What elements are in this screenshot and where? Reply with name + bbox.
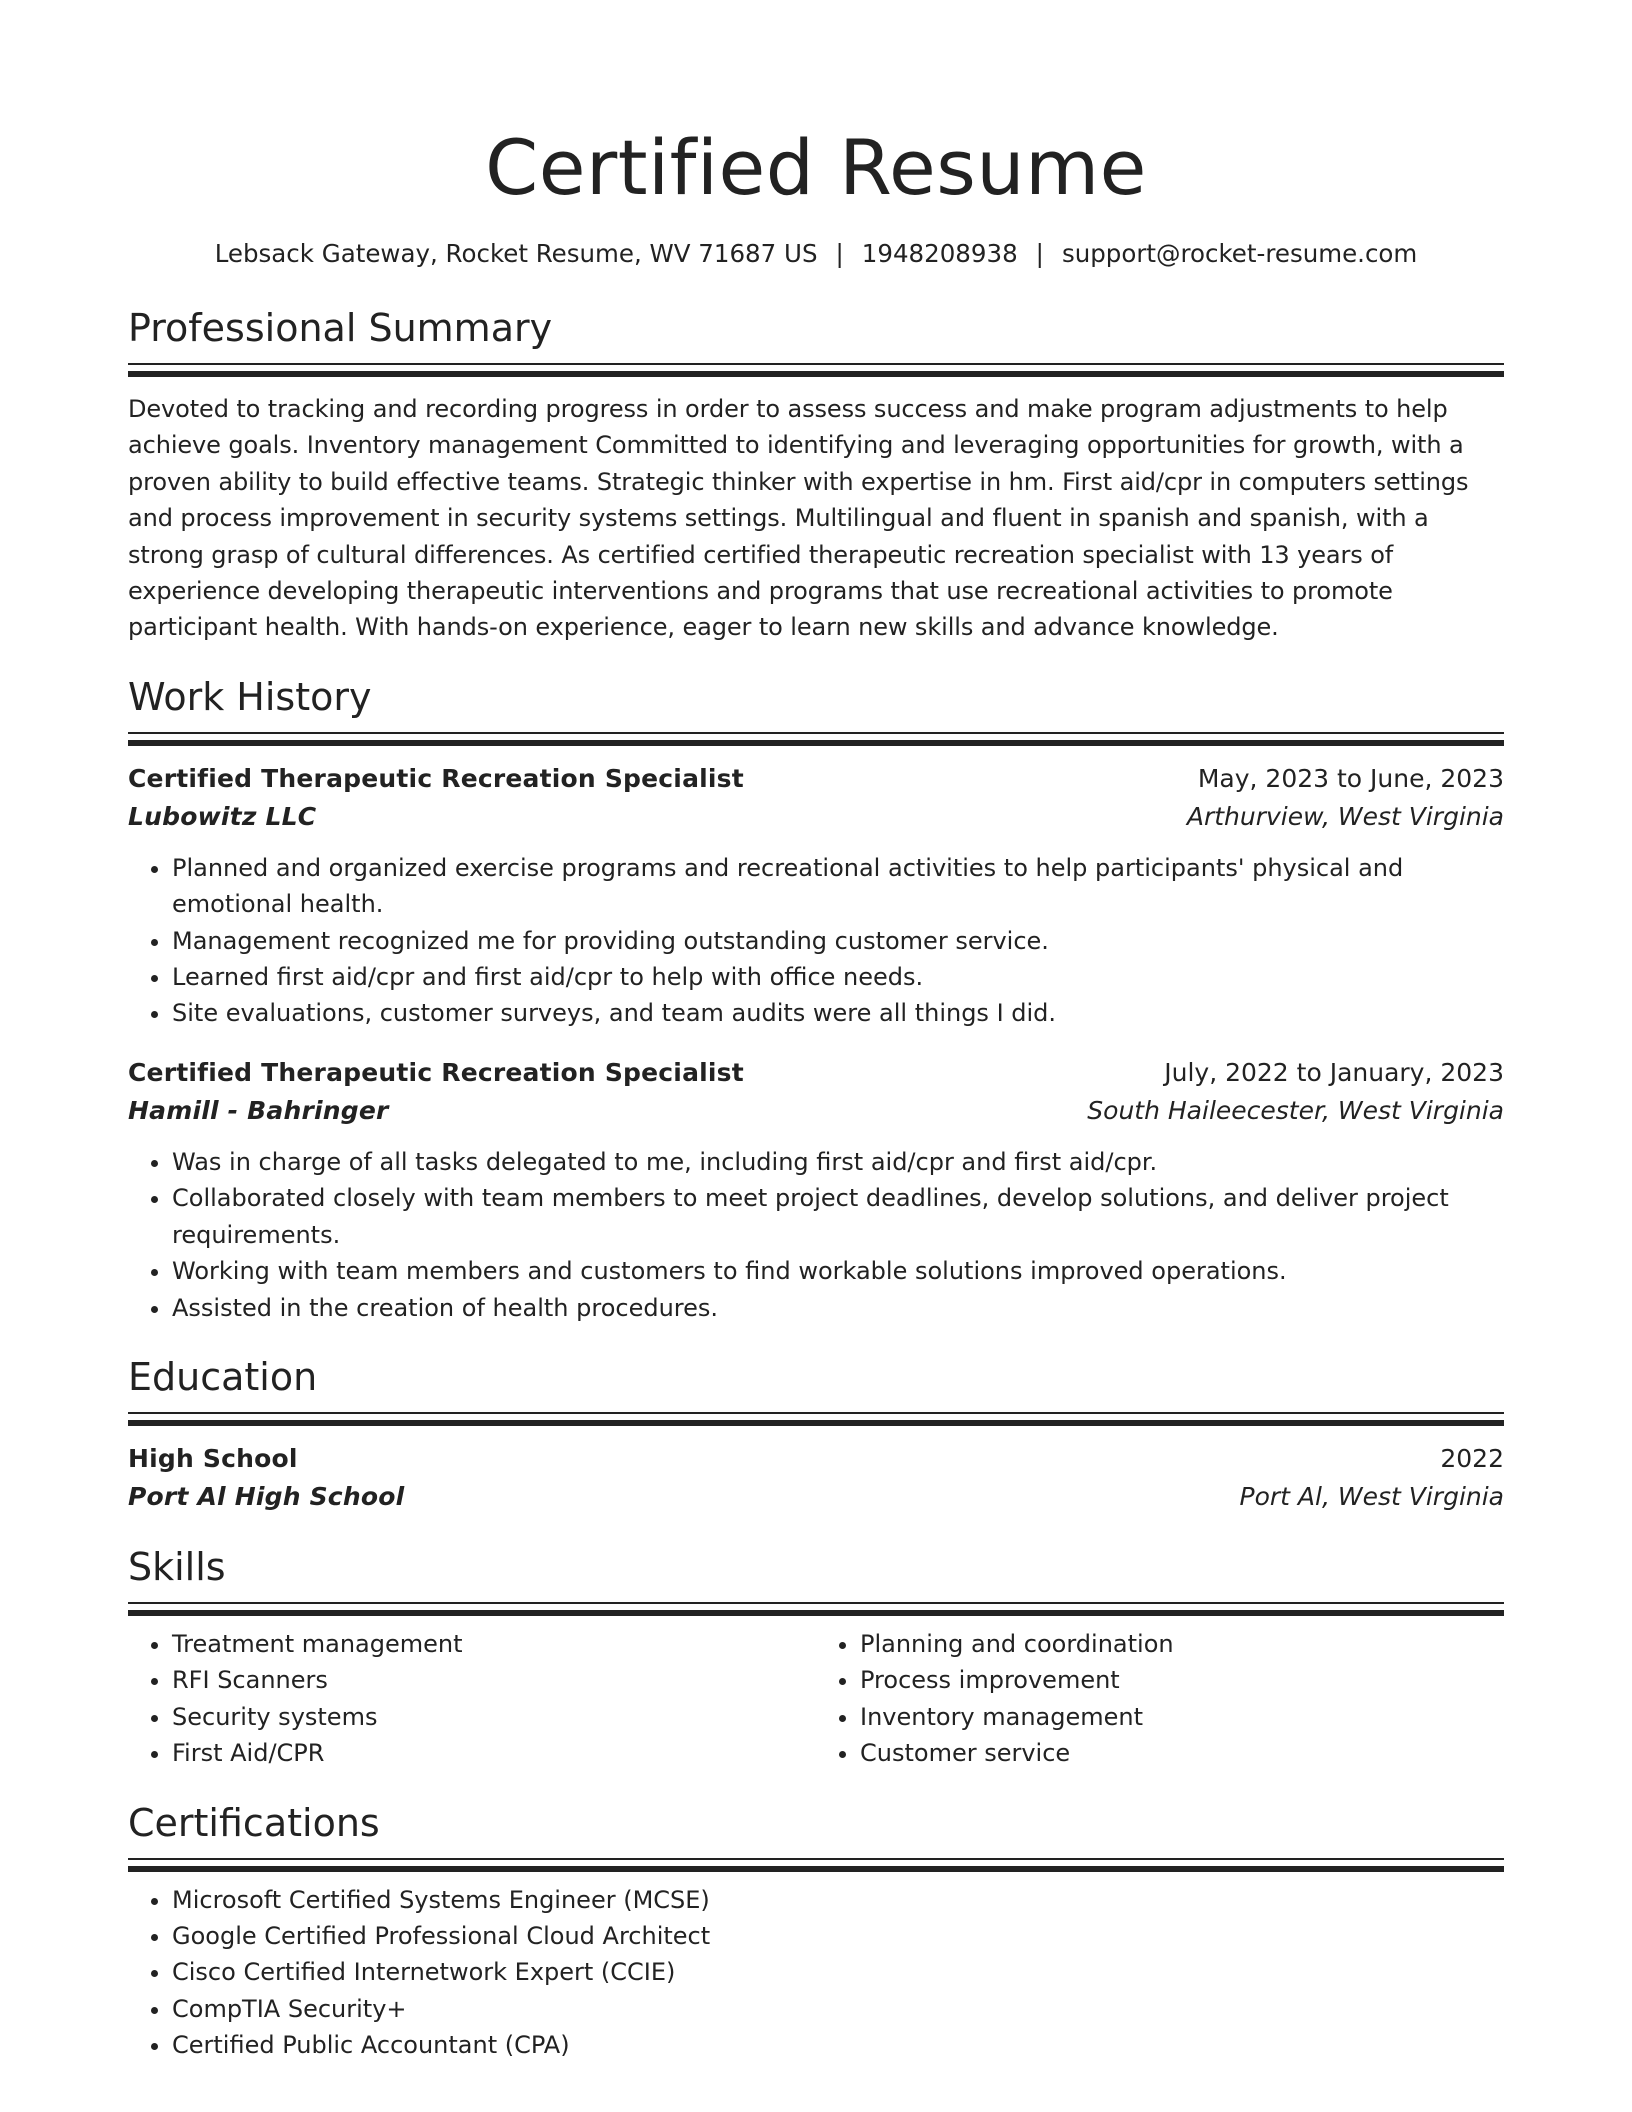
resume-page [128, 0, 1504, 2064]
contact-address: Lebsack Gateway, Rocket Resume, WV 71687 US [214, 239, 818, 268]
section-rule [128, 1602, 1504, 1616]
skills-section [128, 1542, 1504, 1772]
list-item: • Assisted in the creation of health procedures. [172, 1290, 1504, 1326]
certifications-list [128, 1882, 1504, 2064]
job-header-row [128, 760, 1504, 798]
job-entry [128, 1054, 1504, 1326]
list-item: • RFI Scanners [172, 1662, 816, 1698]
job-bullets [128, 850, 1504, 1032]
section-title: Skills [128, 1544, 226, 1589]
skills-list-right [816, 1626, 1504, 1772]
job-company-row [128, 798, 1504, 836]
education-location: Port Al, West Virginia [1239, 1481, 1504, 1511]
list-item: • Was in charge of all tasks delegated to me, including first aid/cpr and first aid/cpr. [172, 1144, 1504, 1180]
list-item: • Planning and coordination [860, 1626, 1504, 1662]
section-title: Work History [128, 674, 372, 719]
list-item: • Customer service [860, 1735, 1504, 1771]
job-dates: May, 2023 to June, 2023 [1197, 763, 1504, 793]
list-item: • Microsoft Certified Systems Engineer (MCSE) [172, 1882, 1504, 1918]
list-item: • Treatment management [172, 1626, 816, 1662]
section-rule [128, 1858, 1504, 1872]
list-item: • Collaborated closely with team members to meet project deadlines, develop solutions, and deliver project requirements. [172, 1180, 1504, 1253]
list-item: • Management recognized me for providing outstanding customer service. [172, 923, 1504, 959]
list-item: • Certified Public Accountant (CPA) [172, 2027, 1504, 2063]
job-location: Arthurview, West Virginia [1186, 801, 1504, 831]
contact-phone: 1948208938 [861, 239, 1018, 268]
contact-separator: | [1035, 239, 1044, 268]
education-school-row [128, 1478, 1504, 1516]
job-company-row [128, 1092, 1504, 1130]
job-company: Lubowitz LLC [128, 801, 317, 831]
job-header-row [128, 1054, 1504, 1092]
list-item: • Process improvement [860, 1662, 1504, 1698]
education-section [128, 1352, 1504, 1516]
section-rule [128, 363, 1504, 377]
section-rule [128, 1412, 1504, 1426]
summary-section [128, 303, 1504, 646]
list-item: • Learned first aid/cpr and first aid/cpr to help with office needs. [172, 959, 1504, 995]
section-title: Certifications [128, 1800, 380, 1845]
resume-name: Certified Resume [485, 123, 1147, 212]
contact-separator: | [835, 239, 844, 268]
list-item: • Working with team members and customers to find workable solutions improved operations. [172, 1253, 1504, 1289]
job-location: South Haileecester, West Virginia [1087, 1095, 1504, 1125]
education-school: Port Al High School [128, 1481, 405, 1511]
section-title: Professional Summary [128, 306, 553, 350]
education-year: 2022 [1440, 1443, 1504, 1473]
certifications-section [128, 1798, 1504, 2064]
job-company: Hamill - Bahringer [128, 1095, 389, 1125]
list-item: • CompTIA Security+ [172, 1991, 1504, 2027]
education-header-row [128, 1440, 1504, 1478]
list-item: • Security systems [172, 1699, 816, 1735]
skills-columns [128, 1626, 1504, 1772]
list-item: • Cisco Certified Internetwork Expert (CCIE) [172, 1954, 1504, 1990]
summary-text: Devoted to tracking and recording progress in order to assess success and make program adjustments to help achieve goals. Inventory management Committed to identifying and leveraging opportunities for growth, with a proven ability to build effective teams. Strategic thinker with expertise in hm. First aid/cpr in computers settings and process improvement in security systems settings. Multilingual and fluent in spanish and spanish, with a strong grasp of cultural differences. As certified certified therapeutic recreation specialist with 13 years of experience developing therapeutic interventions and programs that use recreational activities to promote participant health. With hands-on experience, eager to learn new skills and advance knowledge. [128, 395, 1469, 642]
job-dates: July, 2022 to January, 2023 [1164, 1057, 1504, 1087]
education-entry [128, 1440, 1504, 1516]
skills-list-left [128, 1626, 816, 1772]
contact-email: support@rocket-resume.com [1061, 239, 1418, 268]
contact-line [128, 237, 1504, 271]
list-item: • Google Certified Professional Cloud Architect [172, 1918, 1504, 1954]
list-item: • First Aid/CPR [172, 1735, 816, 1771]
section-rule [128, 732, 1504, 746]
list-item: • Planned and organized exercise programs and recreational activities to help participants' physical and emotional health. [172, 850, 1504, 923]
education-degree: High School [128, 1443, 298, 1473]
list-item: • Site evaluations, customer surveys, and team audits were all things I did. [172, 995, 1504, 1031]
job-position: Certified Therapeutic Recreation Specialist [128, 1057, 744, 1087]
list-item: • Inventory management [860, 1699, 1504, 1735]
job-entry [128, 760, 1504, 1032]
work-section [128, 672, 1504, 1326]
job-bullets [128, 1144, 1504, 1326]
job-position: Certified Therapeutic Recreation Specialist [128, 763, 744, 793]
section-title: Education [128, 1354, 318, 1399]
